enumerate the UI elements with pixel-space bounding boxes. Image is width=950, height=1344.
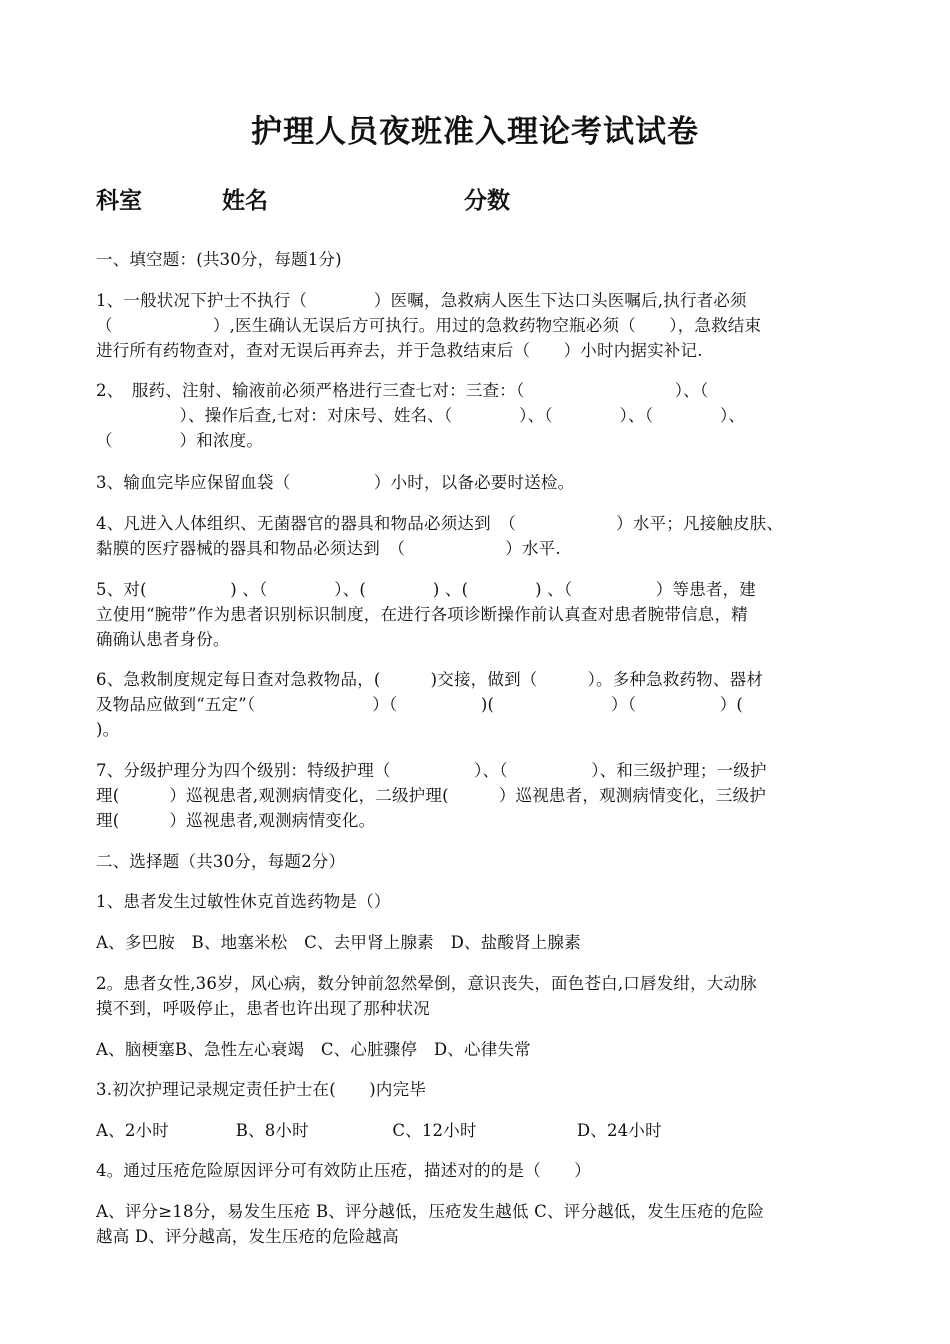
text-line: 理( ）巡视患者,观测病情变化。 [96,811,376,830]
text-line: 1、一般状况下护士不执行（ ）医嘱，急救病人医生下达口头医嘱后,执行者必须 [96,291,747,310]
department-label: 科室 [96,188,142,214]
options-line: A、脑梗塞B、急性左心衰竭 C、心脏骤停 D、心律失常 [96,1040,531,1059]
text-line: （ ）,医生确认无误后方可执行。用过的急救药物空瓶必须（ ），急救结束 [96,316,762,335]
text-line: 黏膜的医疗器械的器具和物品必须达到 （ ）水平. [96,539,561,558]
text-line: 3、输血完毕应保留血袋（ ）小时，以备必要时送检。 [96,473,575,492]
options-line: 越高 D、评分越高，发生压疮的危险越高 [96,1227,399,1246]
question-line: 摸不到，呼吸停止，患者也许出现了那种状况 [96,999,430,1018]
options-line: A、多巴胺 B、地塞米松 C、去甲肾上腺素 D、盐酸肾上腺素 [96,933,581,952]
text-line: 7、分级护理分为四个级别：特级护理（ ）、（ ）、和三级护理；一级护 [96,761,767,780]
question-line: 3.初次护理记录规定责任护士在( )内完毕 [96,1080,427,1099]
text-line: 5、对( ) 、（ ）、( ) 、( ) 、（ ）等患者，建 [96,580,757,599]
name-label: 姓名 [222,188,268,214]
text-line: )。 [96,720,120,739]
text-line: 6、急救制度规定每日查对急救物品，( )交接，做到（ ）。多种急救药物、器材 [96,670,764,689]
question-line: 2。患者女性,36岁，风心病，数分钟前忽然晕倒，意识丧失，面色苍白,口唇发绀，大动脉 [96,974,757,993]
question-line: 1、患者发生过敏性休克首选药物是（） [96,892,391,911]
section-heading: 二、选择题（共30分，每题2分） [96,852,346,871]
options-line: A、2小时 B、8小时 C、12小时 D、24小时 [96,1121,662,1140]
text-line: 进行所有药物查对，查对无误后再弃去，并于急救结束后（ ）小时内据实补记. [96,341,703,360]
options-line: A、评分≥18分，易发生压疮 B、评分越低，压疮发生越低 C、评分越低，发生压疮的危险 [96,1202,765,1221]
score-label: 分数 [464,188,510,214]
section-heading: 一、填空题：(共30分，每题1分) [96,250,342,269]
question-line: 4。通过压疮危险原因评分可有效防止压疮，描述对的的是（ ） [96,1161,591,1180]
text-line: 理( ）巡视患者,观测病情变化，二级护理( ）巡视患者，观测病情变化，三级护 [96,786,767,805]
text-line: 确确认患者身份。 [96,630,230,649]
text-line: ）、操作后查,七对：对床号、姓名、（ ）、（ ）、（ ）、 [96,406,746,425]
text-line: 4、凡进入人体组织、无菌器官的器具和物品必须达到 （ ）水平；凡接触皮肤、 [96,514,784,533]
text-line: 及物品应做到“五定”（ ）（ )( ）（ ）( [96,695,744,714]
text-line: 2、 服药、注射、输液前必须严格进行三查七对：三查：（ ）、（ [96,381,709,400]
text-line: 立使用“腕带”作为患者识别标识制度，在进行各项诊断操作前认真查对患者腕带信息，精 [96,605,748,624]
exam-title: 护理人员夜班准入理论考试试卷 [251,114,699,150]
text-line: （ ）和浓度。 [96,431,263,450]
